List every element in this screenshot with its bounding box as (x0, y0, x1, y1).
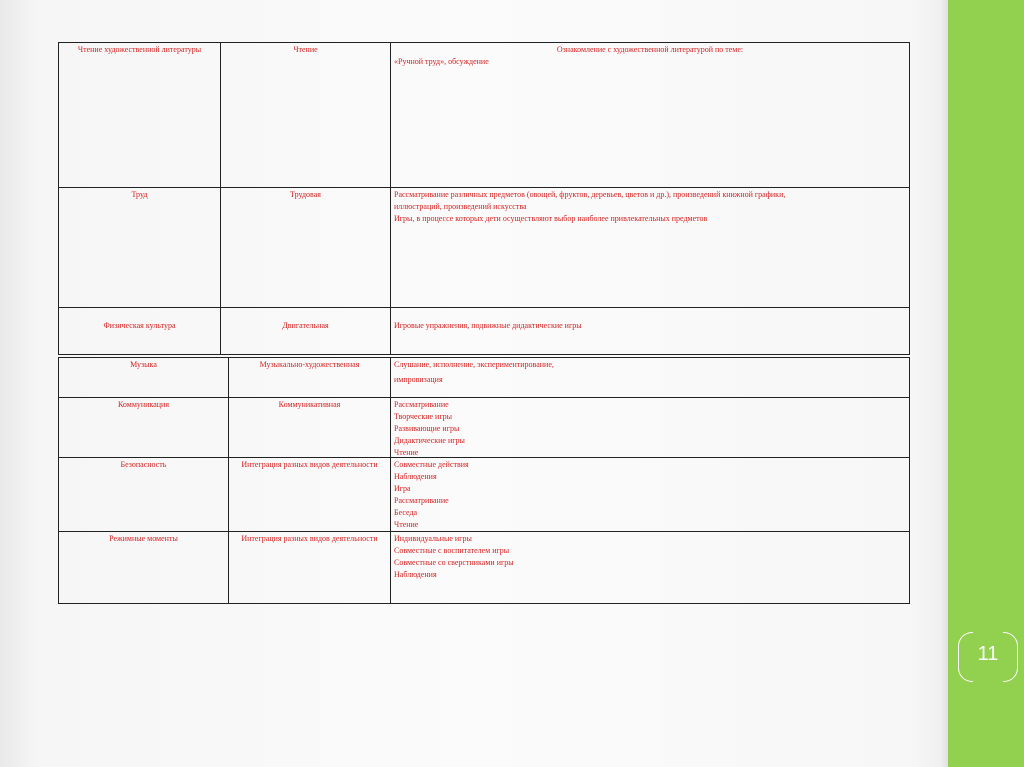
table-row (58, 532, 910, 604)
content-line: Совместные со сверстниками игры (394, 558, 514, 567)
page-number: 11 (977, 643, 999, 665)
content-line: Игры, в процессе которых дети осуществляют выбор наиболее привлекательных предметов (394, 214, 708, 223)
table-row (58, 357, 910, 398)
table-cell-area: Музыка (59, 358, 229, 397)
table-cell-content (391, 358, 909, 397)
content-line: Дидактические игры (394, 436, 465, 445)
content-line: Рассматривание различных предметов (овощей, фруктов, деревьев, цветов и др.), произведений книжной графики, (394, 190, 786, 199)
content-line: Совместные действия (394, 460, 469, 469)
table-cell-content (391, 308, 909, 354)
content-line: Игровые упражнения, подвижные дидактические игры (394, 321, 582, 330)
table-row (58, 458, 910, 532)
content-line: Рассматривание (394, 400, 449, 409)
content-line: Наблюдения (394, 570, 437, 579)
table-cell-activity: Интеграция разных видов деятельности (229, 458, 391, 531)
slide-edge-shadow (940, 0, 948, 767)
content-line: Индивидуальные игры (394, 534, 472, 543)
table-row (58, 188, 910, 308)
table-cell-area: Чтение художественной литературы (59, 43, 221, 187)
content-line: Творческие игры (394, 412, 452, 421)
content-line: Чтение (394, 520, 419, 529)
table-cell-content (391, 398, 909, 457)
content-line: иллюстраций, произведений искусства (394, 202, 527, 211)
table-row (58, 308, 910, 355)
table-cell-activity: Коммуникативная (229, 398, 391, 457)
content-line: Чтение (394, 448, 419, 457)
page-number-badge (958, 632, 1018, 682)
table-cell-content (391, 43, 909, 187)
table-row (58, 398, 910, 458)
activities-table (58, 42, 910, 604)
table-row (58, 42, 910, 188)
table-cell-area: Безопасность (59, 458, 229, 531)
table-cell-area: Физическая культура (59, 308, 221, 354)
table-cell-activity: Чтение (221, 43, 391, 187)
content-line: Ознакомление с художественной литературой по теме: (556, 45, 744, 54)
table-cell-activity: Интеграция разных видов деятельности (229, 532, 391, 603)
content-line: «Ручной труд», обсуждение (394, 57, 489, 66)
table-cell-activity: Трудовая (221, 188, 391, 307)
content-line: Рассматривание (394, 496, 449, 505)
table-cell-content (391, 458, 909, 531)
table-cell-area: Труд (59, 188, 221, 307)
table-cell-area: Коммуникация (59, 398, 229, 457)
table-cell-content (391, 532, 909, 603)
table-cell-content (391, 188, 909, 307)
table-cell-activity: Музыкально-художественная (229, 358, 391, 397)
table-cell-activity: Двигательная (221, 308, 391, 354)
content-line: Наблюдения (394, 472, 437, 481)
content-line: Слушание, исполнение, экспериментирование, (394, 360, 554, 369)
content-line: Развивающие игры (394, 424, 460, 433)
content-line: Игра (394, 484, 411, 493)
content-line: импровизация (394, 375, 443, 384)
table-cell-area: Режимные моменты (59, 532, 229, 603)
content-line: Беседа (394, 508, 418, 517)
content-line: Совместные с воспитателем игры (394, 546, 510, 555)
